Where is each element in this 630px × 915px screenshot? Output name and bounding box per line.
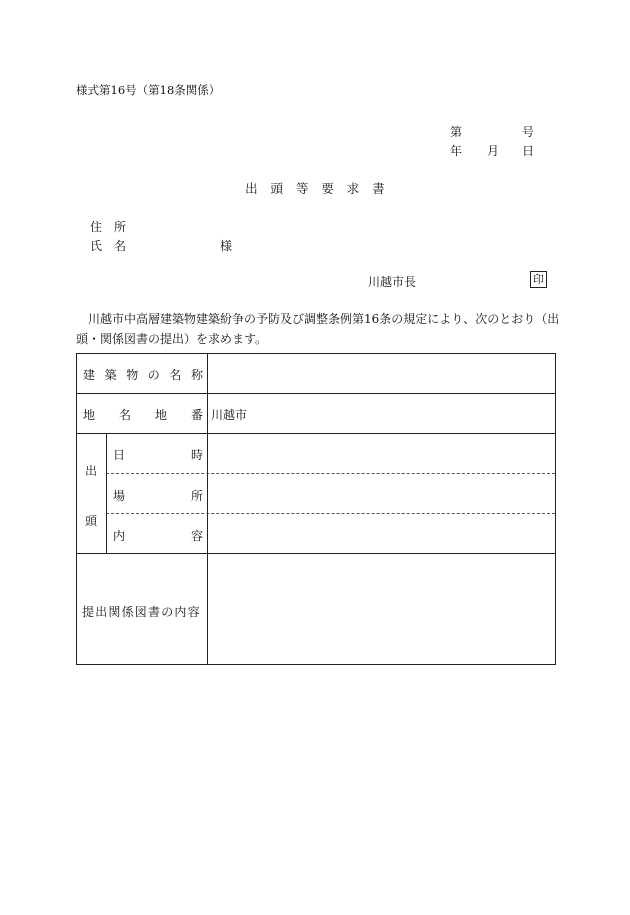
column-divider [207,354,208,664]
content-label: 内 容 [113,529,203,543]
place-label: 場 所 [113,489,203,503]
datetime-label: 日 時 [113,448,203,462]
location-label: 地 名 地 番 [83,408,203,422]
name-label: 氏 名 [90,239,127,253]
issuer-name: 川越市長 [368,275,417,289]
row-divider [77,433,555,434]
documents-label: 提出関係図書の内容 [82,605,201,619]
address-label: 住 所 [90,220,127,234]
date-year-label: 年 [450,144,463,158]
date-month-label: 月 [487,144,500,158]
form-number: 様式第16号（第18条関係） [76,83,221,97]
document-number-suffix: 号 [522,125,535,139]
row-divider-dashed [106,513,555,514]
location-value: 川越市 [211,408,248,422]
row-divider [77,553,555,554]
appearance-group-label-2: 頭 [85,514,98,528]
date-day-label: 日 [522,144,535,158]
honorific: 様 [220,239,233,253]
request-table [76,353,556,665]
body-text: 川越市中高層建築物建築紛争の予防及び調整条例第16条の規定により、次のとおり（出頭・関係図書の提出）を求めます。 [76,312,560,346]
building-name-label: 建 築 物 の 名 称 [83,368,203,382]
document-title: 出 頭 等 要 求 書 [245,181,385,196]
seal-mark: 印 [530,271,547,288]
document-number-label: 第 [450,125,463,139]
appearance-group-label-1: 出 [85,464,98,478]
group-column-divider [106,433,107,553]
row-divider-dashed [106,473,555,474]
row-divider [77,393,555,394]
